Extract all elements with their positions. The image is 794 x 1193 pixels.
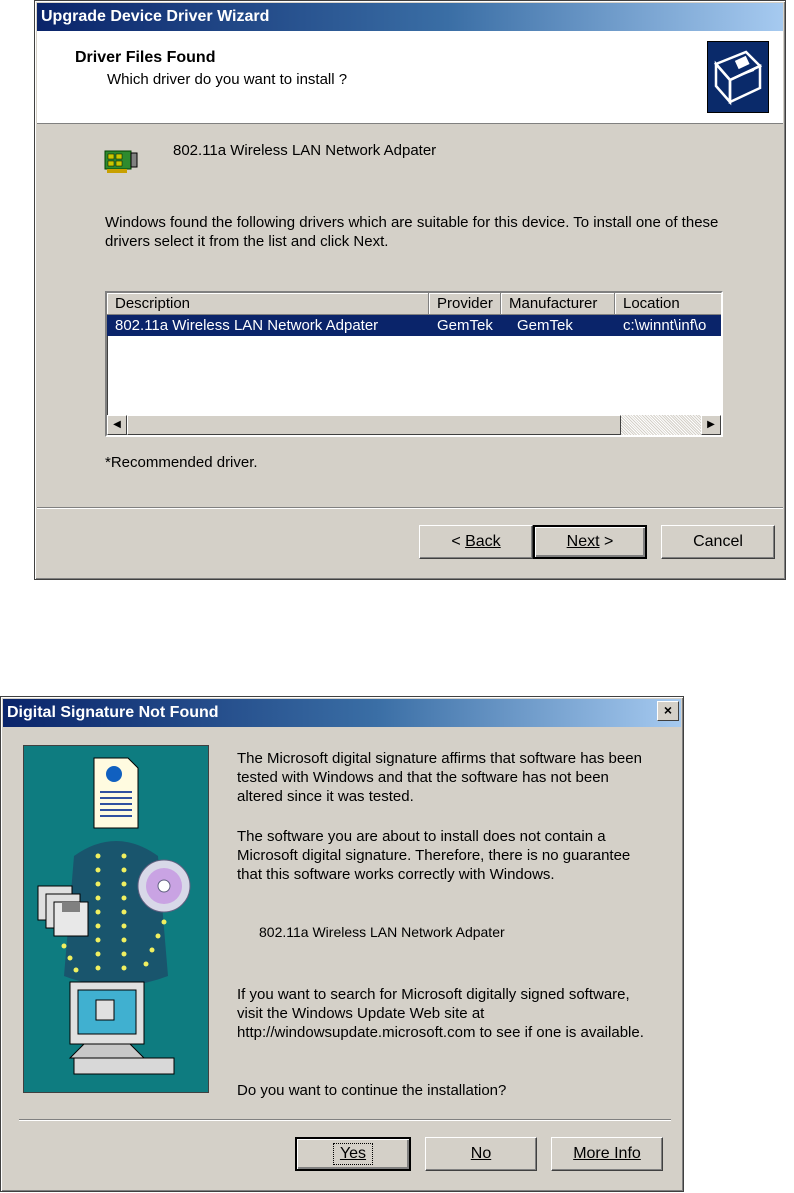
close-icon[interactable]: × — [657, 701, 679, 721]
next-button[interactable]: Next > — [533, 525, 647, 559]
signature-title-bar[interactable] — [3, 699, 681, 727]
more-info-label: More Info — [573, 1145, 641, 1162]
signature-title: Digital Signature Not Found — [7, 704, 219, 721]
yes-focus-rect — [333, 1143, 373, 1165]
install-illustration — [23, 745, 209, 1093]
driver-list[interactable] — [105, 291, 723, 437]
wizard-title-bar[interactable] — [37, 3, 783, 31]
signature-paragraph-3: If you want to search for Microsoft digitally signed software, visit the Windows Update Web site at http://windowsupdate.microsoft.com to see if one is available. — [237, 986, 644, 1041]
cancel-button[interactable] — [661, 525, 775, 559]
driver-row-selected[interactable] — [107, 315, 721, 336]
wizard-description: Windows found the following drivers which are suitable for this device. To install one of these drivers select it from the list and click Next. — [105, 214, 719, 250]
yes-button[interactable] — [295, 1137, 411, 1171]
no-button[interactable] — [425, 1137, 537, 1171]
signature-question: Do you want to continue the installation? — [237, 1082, 507, 1099]
no-label: No — [470, 1145, 492, 1162]
digital-signature-dialog — [0, 696, 684, 1192]
scrollbar-thumb[interactable] — [127, 415, 621, 435]
wizard-header-band — [37, 31, 783, 124]
wizard-title: Upgrade Device Driver Wizard — [41, 8, 270, 25]
column-header-provider[interactable]: Provider — [429, 293, 501, 315]
row-manufacturer: GemTek — [517, 317, 573, 334]
column-header-location[interactable]: Location — [615, 293, 723, 315]
wizard-heading: Driver Files Found — [75, 49, 216, 66]
back-button[interactable]: < Back — [419, 525, 533, 559]
scroll-left-arrow-icon[interactable]: ◀ — [107, 415, 127, 435]
cancel-label: Cancel — [693, 533, 743, 550]
signature-button-separator — [19, 1119, 671, 1121]
column-header-description[interactable]: Description — [107, 293, 429, 315]
next-label: Next — [566, 533, 600, 550]
horizontal-scrollbar[interactable] — [107, 415, 721, 435]
back-label: Back — [465, 533, 501, 550]
more-info-button[interactable] — [551, 1137, 663, 1171]
wizard-subheading: Which driver do you want to install ? — [107, 71, 348, 88]
yes-label: Yes — [339, 1145, 367, 1162]
signature-device-name: 802.11a Wireless LAN Network Adpater — [259, 924, 505, 940]
signature-paragraph-2: The software you are about to install does not contain a Microsoft digital signature. Therefore, there is no guarantee that this software works correctly with Windows. — [237, 828, 631, 883]
recommended-driver-note: *Recommended driver. — [105, 454, 258, 471]
signature-paragraph-1: The Microsoft digital signature affirms that software has been tested with Windows and that the software has not been altered since it was tested. — [237, 750, 642, 805]
wizard-button-separator — [37, 507, 783, 509]
row-location: c:\winnt\inf\o — [623, 317, 707, 334]
scroll-right-arrow-icon[interactable]: ▶ — [701, 415, 721, 435]
network-card-icon — [103, 147, 139, 177]
column-header-manufacturer[interactable]: Manufacturer — [501, 293, 615, 315]
upgrade-driver-wizard-window — [34, 0, 786, 580]
row-description: 802.11a Wireless LAN Network Adpater — [115, 317, 379, 334]
wizard-device-name: 802.11a Wireless LAN Network Adpater — [173, 142, 437, 159]
row-provider: GemTek — [437, 317, 493, 334]
hardware-wizard-icon — [707, 41, 769, 113]
